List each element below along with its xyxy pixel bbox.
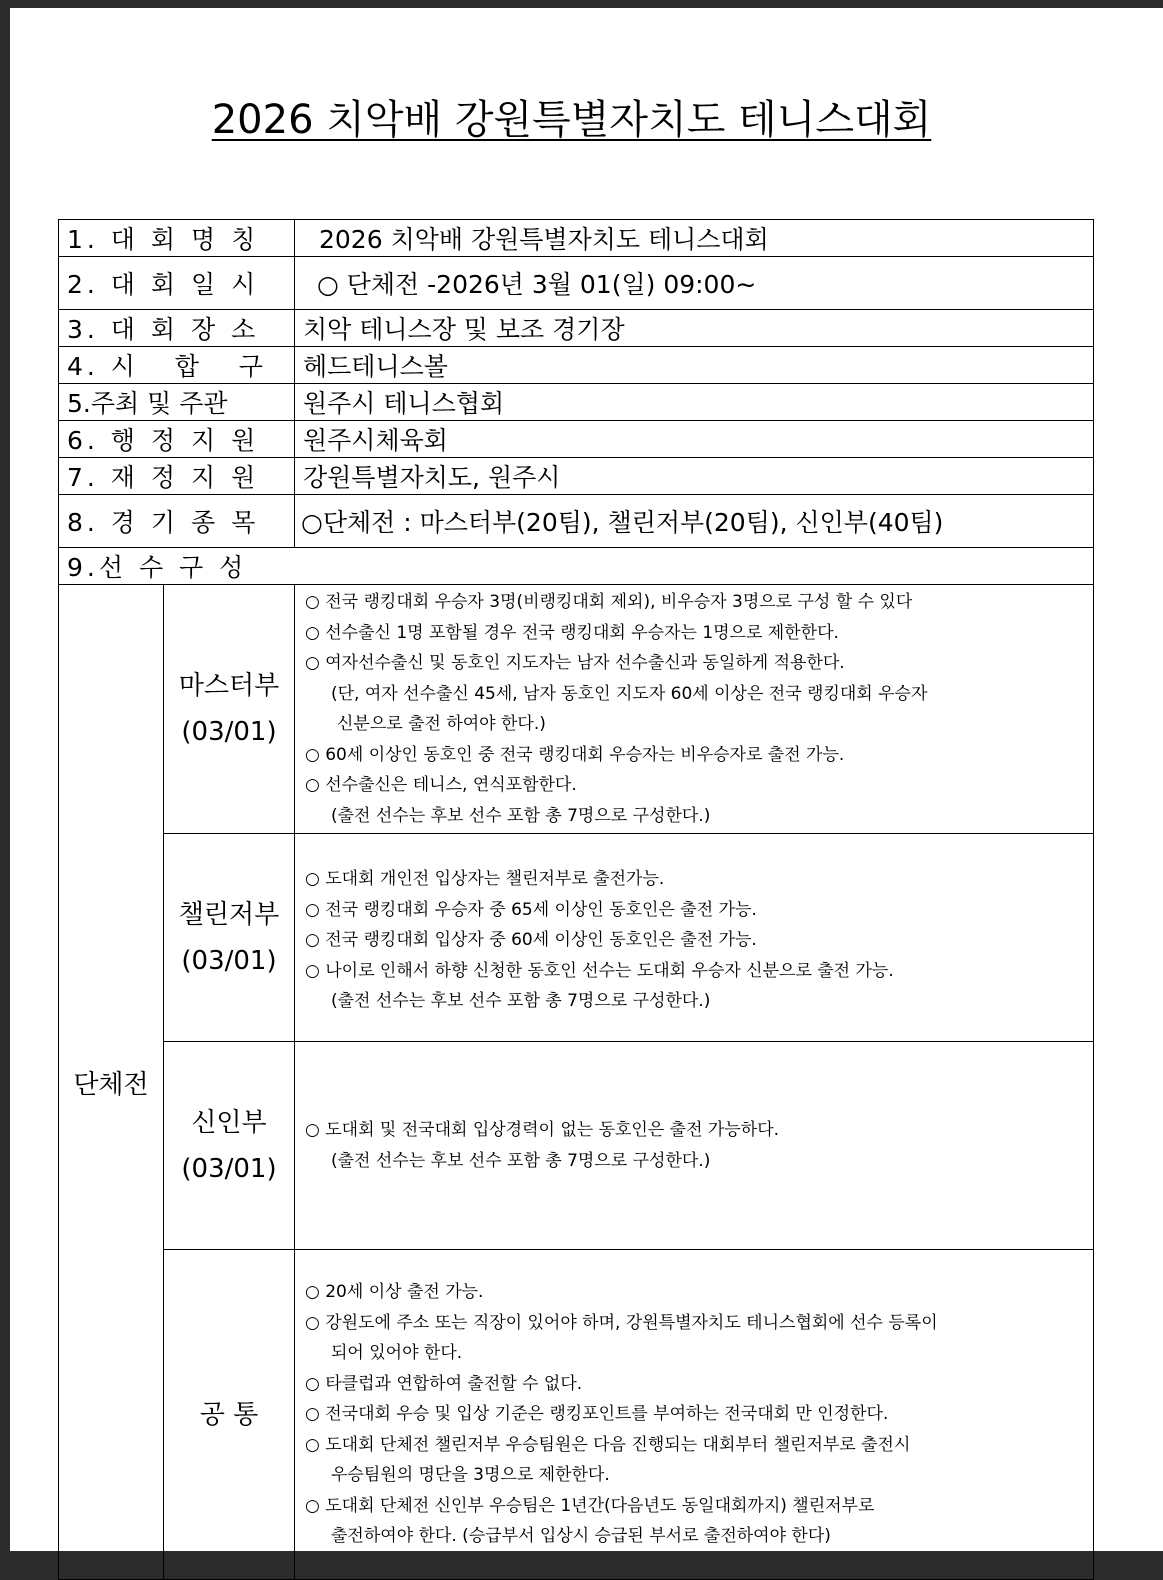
rule-line: ○ 여자선수출신 및 동호인 지도자는 남자 선수출신과 동일하게 적용한다.: [305, 653, 845, 673]
rule-line: (단, 여자 선수출신 45세, 남자 동호인 지도자 60세 이상은 전국 랭킹대회 우승자: [331, 683, 928, 704]
rule-line: 신분으로 출전 하여야 한다.): [337, 714, 546, 734]
rule-line: ○ 전국 랭킹대회 입상자 중 60세 이상인 동호인은 출전 가능.: [305, 930, 757, 950]
info-row: [59, 220, 1094, 257]
division-name: 공 통: [199, 1399, 259, 1430]
info-label: 2. 대 회 일 시: [59, 257, 295, 310]
division-rules: [295, 585, 1094, 834]
group-label-team: 단체전: [59, 585, 164, 1580]
rule-line: (출전 선수는 후보 선수 포함 총 7명으로 구성한다.): [331, 805, 711, 826]
info-table: [58, 219, 1094, 1580]
rule-line: ○ 20세 이상 출전 가능.: [305, 1282, 484, 1303]
info-row: [59, 421, 1094, 458]
info-label: 7. 재 정 지 원: [59, 458, 295, 495]
info-row: [59, 257, 1094, 310]
rule-line: 출전하여야 한다. (승급부서 입상시 승급된 부서로 출전하여야 한다): [331, 1526, 831, 1547]
rule-line: ○ 도대회 및 전국대회 입상경력이 없는 동호인은 출전 가능하다.: [305, 1120, 780, 1140]
division-label: [164, 585, 295, 834]
info-value: 헤드테니스볼: [295, 347, 1094, 384]
rule-line: ○ 전국대회 우승 및 입상 기준은 랭킹포인트를 부여하는 전국대회 만 인정한다.: [305, 1404, 889, 1425]
info-row: [59, 347, 1094, 384]
rule-line: ○ 도대회 개인전 입상자는 챌린저부로 출전가능.: [305, 869, 665, 889]
division-rules: [295, 1042, 1094, 1250]
info-value: ○ 단체전 -2026년 3월 01(일) 09:00∼: [295, 257, 1094, 310]
division-name: 신인부: [191, 1107, 267, 1138]
division-label: [164, 1250, 295, 1580]
rule-line: ○ 선수출신 1명 포함될 경우 전국 랭킹대회 우승자는 1명으로 제한한다.: [305, 622, 839, 643]
info-row: [59, 384, 1094, 421]
rule-line: ○ 60세 이상인 동호인 중 전국 랭킹대회 우승자는 비우승자로 출전 가능.: [305, 744, 845, 765]
rule-line: ○ 나이로 인해서 하향 신청한 동호인 선수는 도대회 우승자 신분으로 출전 가능.: [305, 960, 894, 981]
rule-line: ○ 전국 랭킹대회 우승자 중 65세 이상인 동호인은 출전 가능.: [305, 899, 757, 920]
rule-line: 되어 있어야 한다.: [331, 1343, 463, 1364]
rule-line: ○ 전국 랭킹대회 우승자 3명(비랭킹대회 제외), 비우승자 3명으로 구성 할 수 있다: [305, 592, 913, 612]
title-text: 2026 치악배 강원특별자치도 테니스대회: [211, 97, 932, 143]
info-value: 치악 테니스장 및 보조 경기장: [295, 310, 1094, 347]
info-value: 강원특별자치도, 원주시: [295, 458, 1094, 495]
division-row-rookie: [59, 1042, 1094, 1250]
rule-line: (출전 선수는 후보 선수 포함 총 7명으로 구성한다.): [331, 991, 711, 1011]
document-title: [0, 88, 1153, 145]
info-label: 8. 경 기 종 목: [59, 495, 295, 548]
info-row: [59, 310, 1094, 347]
info-value: 2026 치악배 강원특별자치도 테니스대회: [295, 220, 1094, 257]
division-row-common: [59, 1250, 1094, 1580]
info-label: 1. 대 회 명 칭: [59, 220, 295, 257]
division-rules: [295, 1250, 1094, 1580]
rule-line: ○ 타클럽과 연합하여 출전할 수 없다.: [305, 1373, 583, 1394]
info-value: ○단체전 : 마스터부(20팀), 챌린저부(20팀), 신인부(40팀): [295, 495, 1094, 548]
rule-line: (출전 선수는 후보 선수 포함 총 7명으로 구성한다.): [331, 1150, 711, 1171]
rule-line: ○ 선수출신은 테니스, 연식포함한다.: [305, 775, 577, 795]
division-label: [164, 834, 295, 1042]
division-date: (03/01): [181, 717, 277, 747]
division-name: 챌린저부: [178, 899, 280, 930]
division-row-master: [59, 585, 1094, 834]
info-row: [59, 495, 1094, 548]
division-label: [164, 1042, 295, 1250]
info-value: 원주시체육회: [295, 421, 1094, 458]
division-date: (03/01): [181, 1153, 277, 1184]
rule-line: ○ 도대회 단체전 신인부 우승팀은 1년간(다음년도 동일대회까지) 챌린저부로: [305, 1495, 875, 1516]
section9-label: 9.선 수 구 성: [59, 548, 1094, 585]
division-row-challenger: [59, 834, 1094, 1042]
division-date: (03/01): [181, 945, 277, 976]
info-row: [59, 458, 1094, 495]
info-label: 6. 행 정 지 원: [59, 421, 295, 458]
rule-line: ○ 강원도에 주소 또는 직장이 있어야 하며, 강원특별자치도 테니스협회에 선수 등록이: [305, 1312, 938, 1333]
info-value: 원주시 테니스협회: [295, 384, 1094, 421]
rule-line: ○ 도대회 단체전 챌린저부 우승팀원은 다음 진행되는 대회부터 챌린저부로 출전시: [305, 1434, 911, 1455]
division-name: 마스터부: [178, 671, 280, 701]
info-label: 4. 시 합 구: [59, 347, 295, 384]
info-label: 5.주최 및 주관: [59, 384, 295, 421]
section9-row: [59, 548, 1094, 585]
rule-line: 우승팀원의 명단을 3명으로 제한한다.: [331, 1465, 610, 1486]
info-label: 3. 대 회 장 소: [59, 310, 295, 347]
division-rules: [295, 834, 1094, 1042]
